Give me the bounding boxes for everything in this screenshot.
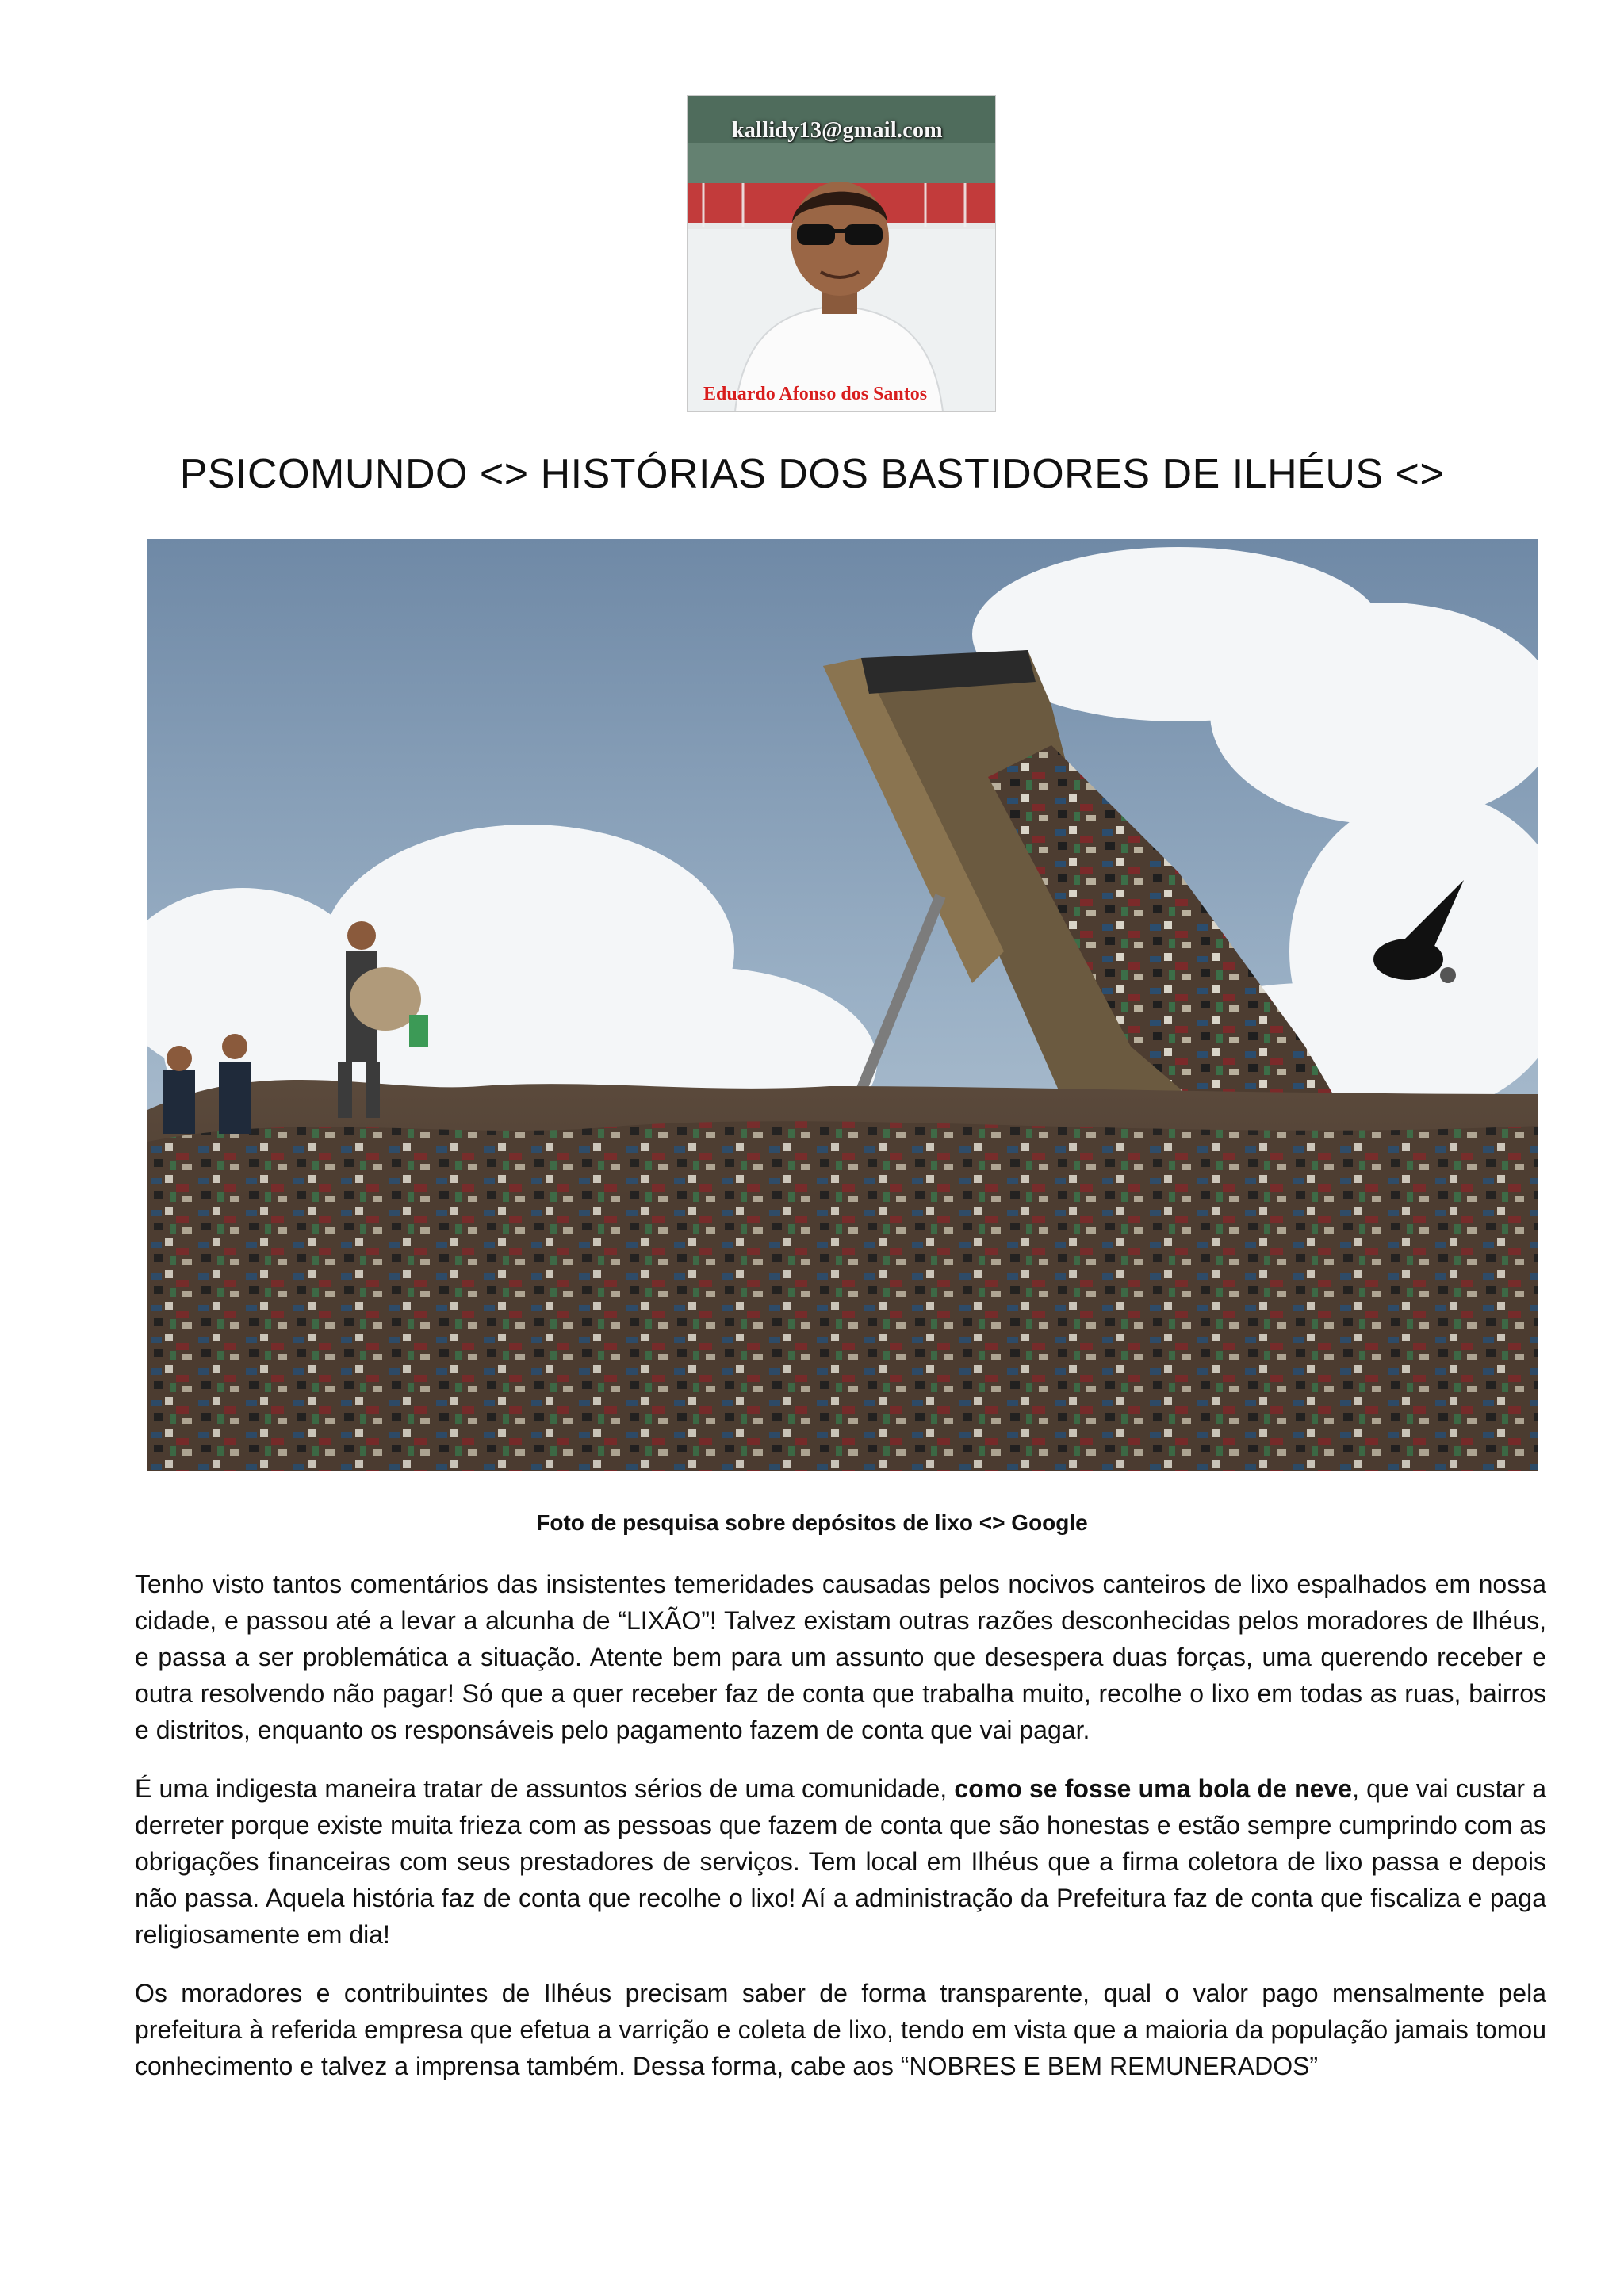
article-body — [135, 1566, 1546, 2107]
author-email: kallidy13@gmail.com — [732, 118, 943, 143]
paragraph-2 — [135, 1770, 1546, 1953]
landfill-photo — [147, 539, 1538, 1471]
paragraph-1: Tenho visto tantos comentários das insistentes temeridades causadas pelos nocivos canteiros de lixo espalhados em nossa cidade, e passou até a levar a alcunha de “LIXÃO”! Talvez existam outras razões desconhecidas pelos moradores de Ilhéus, e passa a ser problemática a situação. Atente bem para um assunto que desespera duas forças, uma querendo receber e outra resolvendo não pagar! Só que a quer receber faz de conta que trabalha muito, recolhe o lixo em todas as ruas, bairros e distritos, enquanto os responsáveis pelo pagamento fazem de conta que vai pagar. — [135, 1570, 1546, 1744]
author-name: Eduardo Afonso dos Santos — [703, 384, 928, 404]
paragraph-2-end: , que vai custar a derreter porque existe muita frieza com as pessoas que fazem de conta que são honestas e estão sempre cumprindo com as obrigações financeiras com seus prestadores de serviços. Tem local em Ilhéus que a firma coletora de lixo passa e depois não passa. Aquela história faz de conta que recolhe o lixo! Aí a administração da Prefeitura faz de conta que fiscaliza e paga religiosamente em dia! — [135, 1774, 1547, 1949]
author-photo — [687, 95, 996, 412]
paragraph-3: Os moradores e contribuintes de Ilhéus precisam saber de forma transparente, qual o valor pago mensalmente pela prefeitura à referida empresa que efetua a varrição e coleta de lixo, tendo em vista que a maioria da população jamais tomou conhecimento e talvez a imprensa também. Dessa forma, cabe aos “NOBRES E BEM REMUNERADOS” — [135, 1979, 1546, 2080]
paragraph-2-emphasis: como se fosse uma bola de neve — [954, 1774, 1353, 1803]
landfill-illustration — [147, 539, 1538, 1471]
paragraph-2-start: É uma indigesta maneira tratar de assuntos sérios de uma comunidade, — [135, 1774, 955, 1803]
photo-caption: Foto de pesquisa sobre depósitos de lixo <> Google — [536, 1510, 1088, 1535]
page-title: PSICOMUNDO <> HISTÓRIAS DOS BASTIDORES DE ILHÉUS <> — [179, 451, 1445, 497]
